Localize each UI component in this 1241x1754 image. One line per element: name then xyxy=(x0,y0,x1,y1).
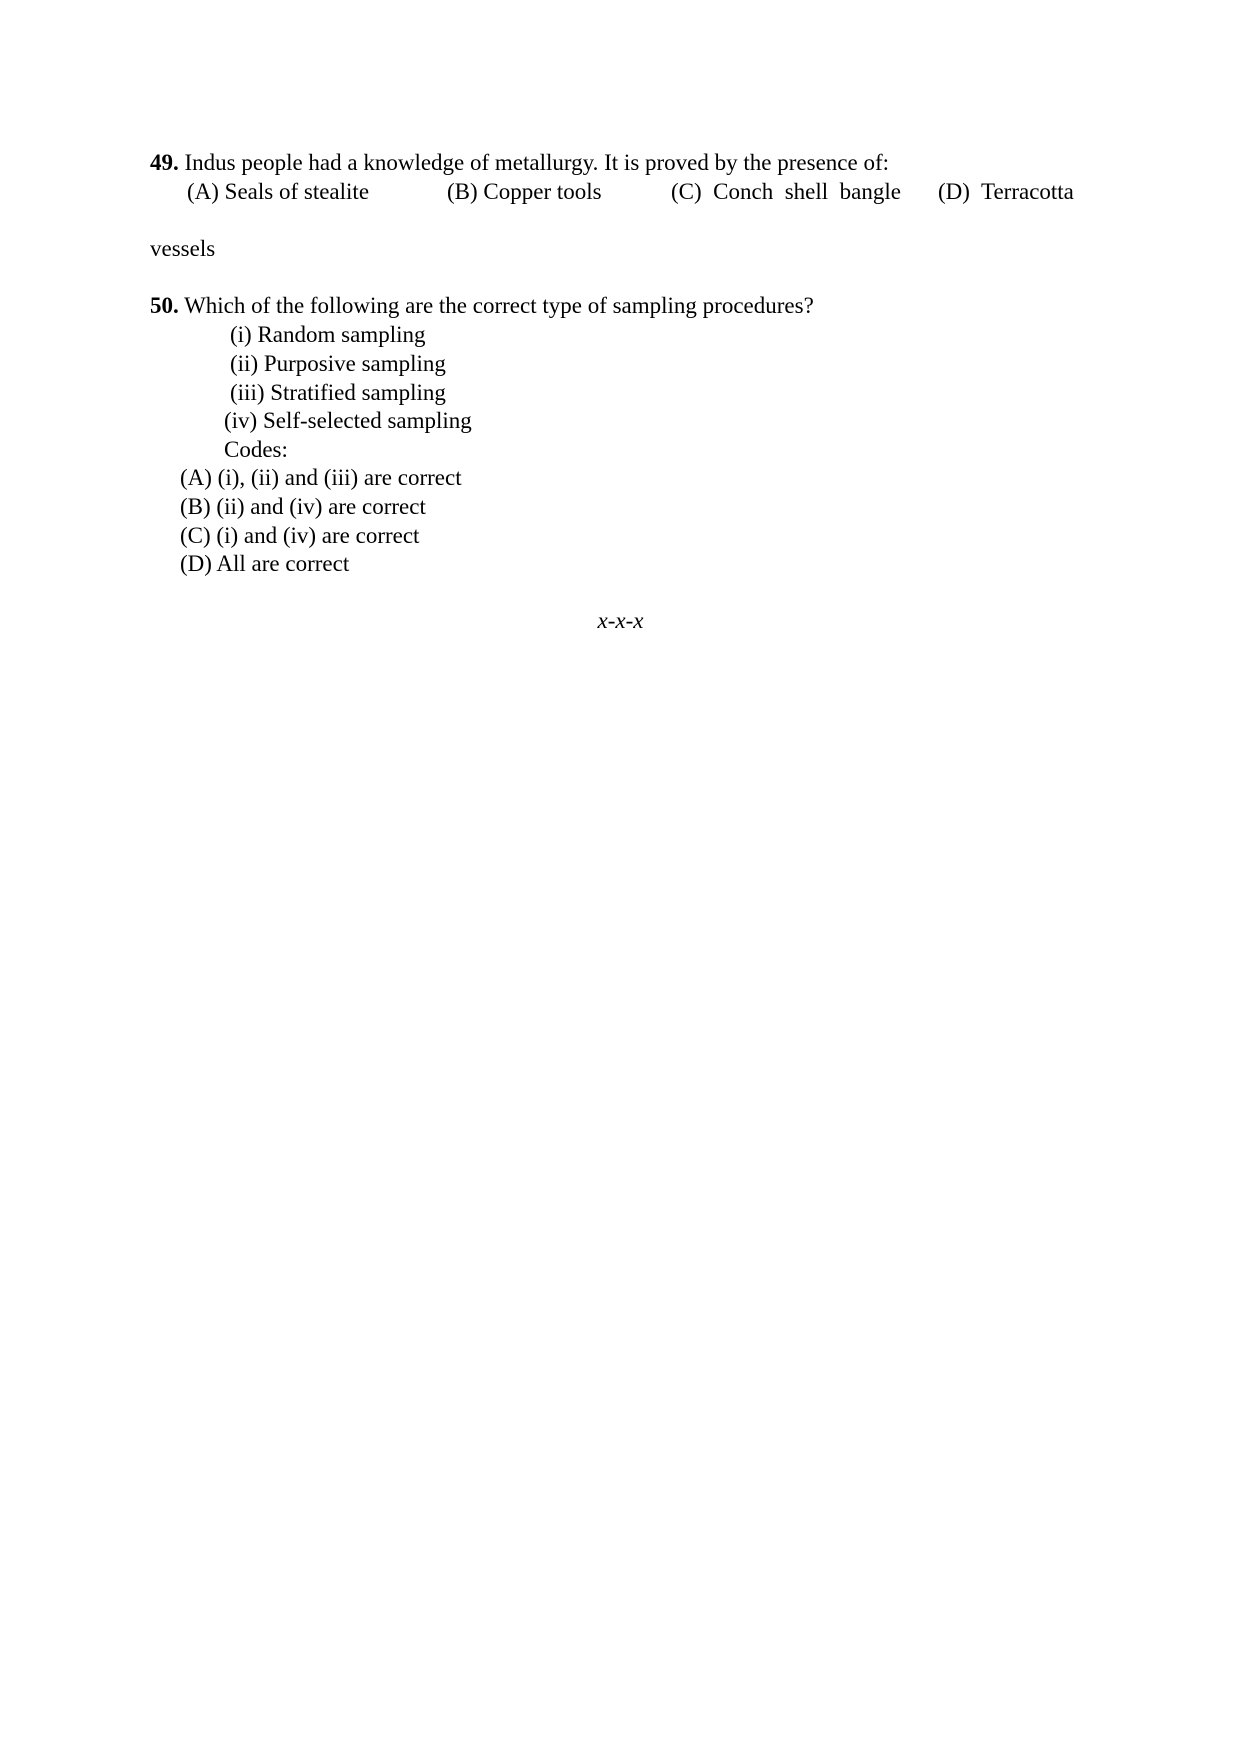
option-b: (B) Copper tools xyxy=(447,179,602,204)
option-c: (C) (i) and (iv) are correct xyxy=(180,523,420,548)
end-mark: x-x-x xyxy=(597,608,644,633)
list-item: (i) Random sampling xyxy=(230,322,426,347)
option-d: (D) Terracotta xyxy=(938,179,1074,204)
list-item: (ii) Purposive sampling xyxy=(230,351,446,376)
question-number: 50. xyxy=(150,293,179,318)
option-c: (C) Conch shell bangle xyxy=(671,179,901,204)
question-49-stem xyxy=(150,148,889,177)
question-number: 49. xyxy=(150,150,179,175)
option-d-continuation: vessels xyxy=(150,236,216,261)
option-d: (D) All are correct xyxy=(180,551,350,576)
question-49-options xyxy=(0,177,1241,206)
option-a: (A) (i), (ii) and (iii) are correct xyxy=(180,465,462,490)
question-50-stem xyxy=(150,291,814,320)
question-text: Which of the following are the correct type of sampling procedures? xyxy=(178,293,814,318)
question-text: Indus people had a knowledge of metallurgy. It is proved by the presence of: xyxy=(178,150,889,175)
option-b: (B) (ii) and (iv) are correct xyxy=(180,494,426,519)
option-a: (A) Seals of stealite xyxy=(187,179,370,204)
codes-label: Codes: xyxy=(224,437,288,462)
list-item: (iv) Self-selected sampling xyxy=(224,408,472,433)
list-item: (iii) Stratified sampling xyxy=(230,380,446,405)
